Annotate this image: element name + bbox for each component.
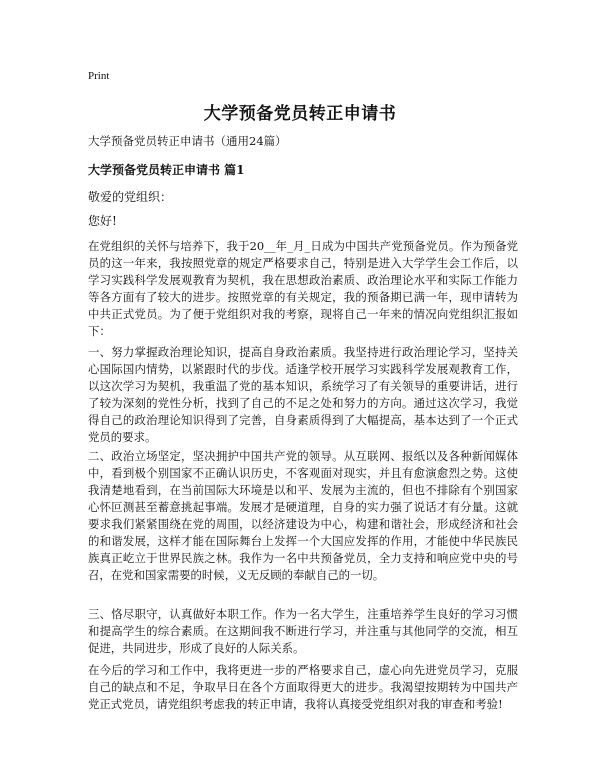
paragraph-conclusion: 在今后的学习和工作中，我将更进一步的严格要求自己，虚心向先进党员学习，克服自己的缺点和不足，争取早日在各个方面取得更大的进步。我渴望按期转为中国共产党正式党员，请党组织考虑我的转正申请，我将认真接受党组织对我的审查和考验!	[88, 663, 518, 711]
paragraph-duty: 三、恪尽职守，认真做好本职工作。作为一名大学生，注重培养学生良好的学习习惯和提高学生的综合素质。在这期间我不断进行学习，并注重与其他同学的交流，相互促进，共同进步，形成了良好的人际关系。	[88, 607, 518, 655]
print-link[interactable]: Print	[88, 70, 110, 82]
document-subtitle: 大学预备党员转正申请书（通用24篇）	[88, 134, 287, 148]
page-title: 大学预备党员转正申请书	[203, 104, 397, 124]
paragraph-political-stance: 二、政治立场坚定，坚决拥护中国共产党的领导。从互联网、报纸以及各种新闻媒体中，看到极个别国家不正确认识历史，不客观面对现实，并且有愈演愈烈之势。这使我清楚地看到，在当前国际大环境是以和平、发展为主流的，但也不排除有个别国家心怀叵测甚至蓄意挑起事端。发展才是硬道理，自身的实力强了说话才有分量。这就要求我们紧紧围绕在党的周围，以经济建设为中心，构建和谐社会，形成经济和社会的和谐发展，这样才能在国际舞台上发挥一个大国应发挥的作用，才能使中华民族民族真正屹立于世界民族之林。我作为一名中共预备党员，全力支持和响应党中央的号召，在党和国家需要的时候，义无反顾的奉献自己的一切。	[88, 449, 518, 582]
section-heading: 大学预备党员转正申请书 篇1	[88, 163, 245, 177]
greeting: 您好!	[88, 214, 117, 228]
salutation: 敬爱的党组织：	[88, 190, 173, 204]
paragraph-intro: 在党组织的关怀与培养下，我于20__年_月_日成为中国共产党预备党员。作为预备党员的这一年来，我按照党章的规定严格要求自己，特别是进入大学学生会工作后，以学习实践科学发展观教育为契机，我在思想政治素质、政治理论水平和实际工作能力等各方面有了较大的进步。按照党章的有关规定，我的预备期已满一年，现申请转为中共正式党员。为了便于党组织对我的考察，现将自己一年来的情况向党组织汇报如下：	[88, 239, 518, 338]
paragraph-theory: 一、努力掌握政治理论知识，提高自身政治素质。我坚持进行政治理论学习，坚持关心国际国内情势，以紧跟时代的步伐。适逢学校开展学习实践科学发展观教育工作，以这次学习为契机，我重温了党的基本知识，系统学习了有关领导的重要讲话，进行了较为深刻的党性分析，找到了自己的不足之处和努力的方向。通过这次学习，我觉得自己的政治理论知识得到了完善，自身素质得到了大幅提高，基本达到了一个正式党员的要求。	[88, 345, 518, 444]
